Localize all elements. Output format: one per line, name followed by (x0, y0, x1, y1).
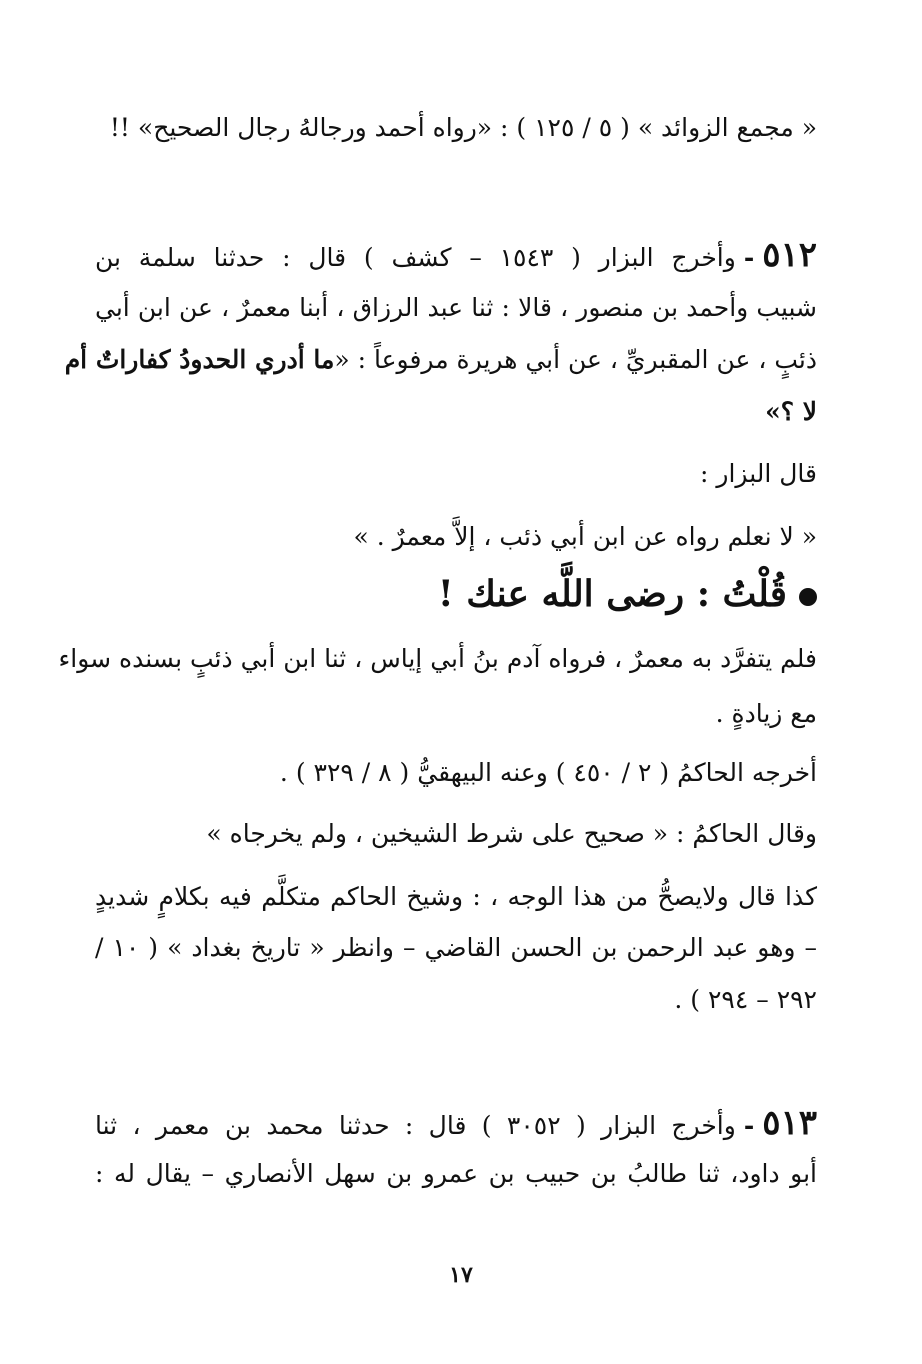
hadith-512-text-3: ذئبٍ ، عن المقبريِّ ، عن أبي هريرة مرفوعاً : « (334, 345, 817, 374)
commentary-line-7: ٢٩٢ – ٢٩٤ ) . (674, 985, 817, 1014)
hadith-512-line-1 (95, 233, 817, 277)
hadith-512-text-1: وأخرج البزار ( ١٥٤٣ – كشف ) قال : حدثنا سلمة بن (95, 243, 736, 272)
commentary-line-2: مع زيادةٍ . (715, 699, 817, 728)
commentary-line-6: – وهو عبد الرحمن بن الحسن القاضي – وانظر « تاريخ بغداد » ( ١٠ / (95, 933, 817, 962)
hadith-number-512: ٥١٢ (762, 235, 817, 275)
hadith-513-text-1: وأخرج البزار ( ٣٠٥٢ ) قال : حدثنا محمد بن معمر ، ثنا (95, 1111, 736, 1140)
bazzar-said-label: قال البزار : (700, 459, 817, 488)
page-number: ١٧ (449, 1262, 473, 1288)
hadith-number-513: ٥١٣ (762, 1103, 817, 1143)
hadith-513-line-1 (95, 1101, 817, 1145)
commentary-line-1: فلم يتفرَّد به معمرٌ ، فرواه آدم بنُ أبي إياس ، ثنا ابن أبي ذئبٍ بسنده سواء (58, 644, 817, 673)
commentary-line-4: وقال الحاكمُ : « صحيح على شرط الشيخين ، ولم يخرجاه » (206, 819, 817, 848)
hadith-512-line-4: لا ؟» (765, 397, 817, 426)
bullet-dot-icon (799, 588, 817, 606)
hadith-512-line-3 (64, 338, 817, 382)
hadith-513-line-2: أبو داود، ثنا طالبُ بن حبيب بن عمرو بن سهل الأنصاري – يقال له : (95, 1159, 817, 1188)
bazzar-quote: « لا نعلم رواه عن ابن أبي ذئب ، إلاَّ معمرٌ . » (353, 522, 817, 551)
commentary-line-5: كذا قال ولايصحُّ من هذا الوجه ، : وشيخ الحاكم متكلَّم فيه بكلامٍ شديدٍ (95, 882, 817, 911)
top-citation-line: « مجمع الزوائد » ( ٥ / ١٢٥ ) : «رواه أحمد ورجالهُ رجال الصحيح» !! (109, 113, 817, 142)
qultu-heading-text: قُلْتُ : رضى اللَّه عنك ! (437, 573, 787, 615)
hadith-512-line-2: شبيب وأحمد بن منصور ، قالا : ثنا عبد الرزاق ، أبنا معمرٌ ، عن ابن أبي (95, 293, 817, 322)
number-dash: - (743, 1111, 755, 1140)
number-dash: - (743, 243, 755, 272)
qultu-heading (95, 568, 817, 620)
hadith-512-matn: ما أدري الحدودُ كفاراتٌ أم (64, 345, 335, 374)
commentary-line-3: أخرجه الحاكمُ ( ٢ / ٤٥٠ ) وعنه البيهقيُّ ( ٨ / ٣٢٩ ) . (279, 758, 817, 787)
